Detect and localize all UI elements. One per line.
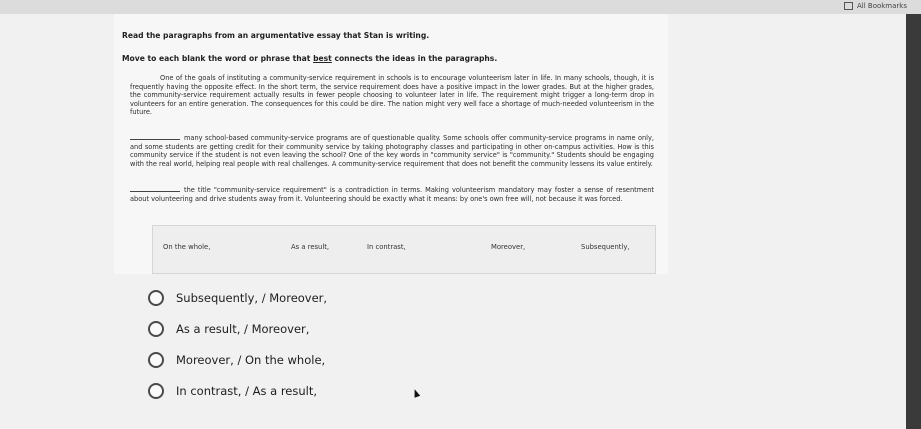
answer-option-4[interactable]: [148, 375, 327, 406]
radio-button[interactable]: [148, 321, 164, 337]
word-chip-in-contrast[interactable]: In contrast,: [367, 243, 406, 251]
answer-option-1[interactable]: [148, 282, 327, 313]
instruction-read: Read the paragraphs from an argumentative essay that Stan is writing.: [122, 31, 430, 40]
answer-option-3[interactable]: [148, 344, 327, 375]
blank-1-dropzone[interactable]: [130, 133, 180, 140]
radio-button[interactable]: [148, 383, 164, 399]
answer-option-2[interactable]: [148, 313, 327, 344]
radio-button[interactable]: [148, 352, 164, 368]
answer-option-label: As a result, / Moreover,: [176, 321, 310, 336]
paragraph-1-text: One of the goals of instituting a community-service requirement in schools is to encourage volunteerism later in life. In many schools, though, it is frequently having the opposite effect. In the short term, the service requirement does have a positive impact in the lower grades. But at the higher grades, the community-service requirement actually results in fewer people choosing to volunteer later in life. The requirement might trigger a long-term drop in volunteers for an entire generation. The consequences for this could be dire. The nation might very well face a shortage of much-needed volunteerism in the future.: [130, 74, 654, 117]
question-panel: [114, 14, 668, 274]
answer-option-label: Subsequently, / Moreover,: [176, 290, 328, 305]
word-chip-subsequently[interactable]: Subsequently,: [581, 243, 630, 251]
instruction-emphasis: best: [313, 54, 332, 63]
bookmarks-label: All Bookmarks: [856, 2, 907, 10]
paragraph-3-text: the title "community-service requirement" is a contradiction in terms. Making volunteerism mandatory may foster a sense of resentment about volunteering and drive students away from it. Volunteering should be exactly what it means: by one's own free will, not because it was forced.: [130, 186, 654, 203]
radio-button[interactable]: [148, 290, 164, 306]
folder-icon: [844, 2, 853, 10]
word-chip-moreover[interactable]: Moreover,: [491, 243, 526, 251]
paragraph-1: [130, 74, 654, 117]
blank-2-dropzone[interactable]: [130, 185, 180, 192]
paragraph-2-text: many school-based community-service programs are of questionable quality. Some schools offer community-service programs in name only, and some students are getting credit for their community service by taking photography classes and participating in other on-campus activities. How is this community service if the student is not even leaving the school? One of the key words in "community service" is "community." Students should be engaging with the real world, helping real people with real challenges. A community-service requirement that does not benefit the community lessens its value entirely.: [130, 134, 654, 168]
word-bank: [152, 225, 656, 274]
answer-options: [148, 282, 327, 406]
paragraph-3: [130, 185, 654, 203]
word-chip-on-the-whole[interactable]: On the whole,: [163, 243, 211, 251]
browser-topbar: [0, 0, 921, 14]
window-edge: [906, 14, 921, 429]
paragraph-2: [130, 133, 654, 168]
instruction-move-end: connects the ideas in the paragraphs.: [331, 54, 498, 63]
answer-option-label: Moreover, / On the whole,: [176, 352, 326, 367]
instruction-move-start: Move to each blank the word or phrase that: [122, 54, 314, 63]
word-chip-as-a-result[interactable]: As a result,: [291, 243, 330, 251]
answer-option-label: In contrast, / As a result,: [176, 383, 318, 398]
all-bookmarks[interactable]: [844, 2, 907, 10]
instruction-move: [122, 54, 497, 63]
